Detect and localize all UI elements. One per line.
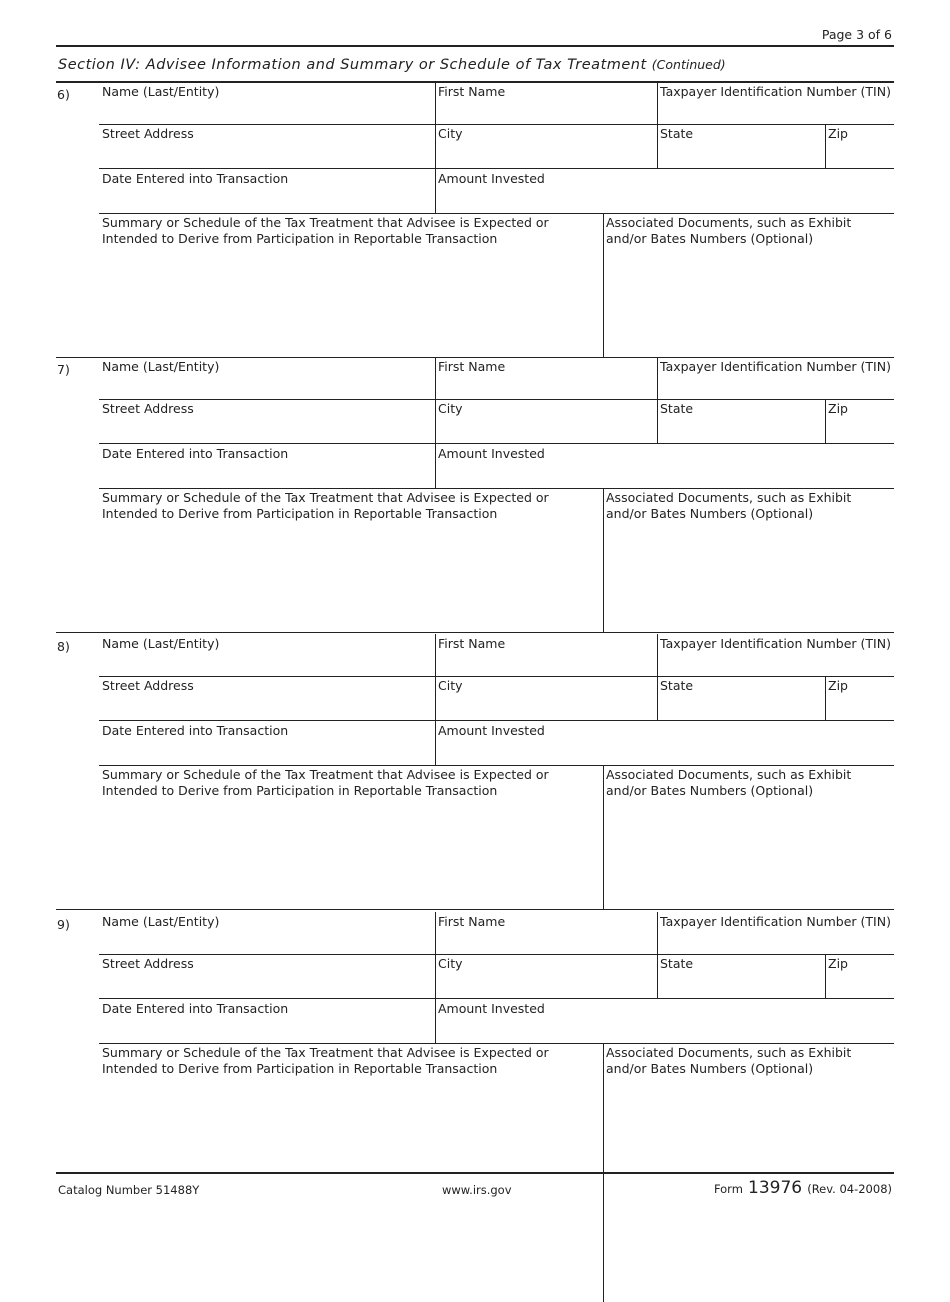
entry-number: 7) (57, 362, 70, 377)
state-field[interactable] (657, 954, 825, 998)
field-label: Amount Invested (438, 446, 545, 461)
field-label: Name (Last/Entity) (102, 636, 220, 651)
zip-field[interactable] (825, 676, 894, 720)
field-label: Zip (828, 956, 848, 971)
field-label: First Name (438, 359, 506, 374)
field-label: Name (Last/Entity) (102, 84, 220, 99)
tin-field[interactable] (657, 357, 894, 399)
tin-field[interactable] (657, 912, 894, 954)
field-label: Amount Invested (438, 723, 545, 738)
street-address-field[interactable] (99, 954, 435, 998)
field-label: Amount Invested (438, 171, 545, 186)
name-last-entity-field[interactable] (99, 357, 435, 399)
field-label: Street Address (102, 126, 194, 141)
summary-label (102, 1045, 549, 1077)
state-field[interactable] (657, 399, 825, 443)
amount-invested-field[interactable] (435, 720, 894, 765)
summary-label (102, 490, 549, 522)
name-last-entity-field[interactable] (99, 912, 435, 954)
field-label: Name (Last/Entity) (102, 914, 220, 929)
street-address-field[interactable] (99, 676, 435, 720)
associated-label-line: Associated Documents, such as Exhibit (606, 215, 852, 230)
city-field[interactable] (435, 399, 657, 443)
field-label: City (438, 126, 463, 141)
city-field[interactable] (435, 124, 657, 168)
field-label: State (660, 956, 694, 971)
entry-bottom-rule (56, 909, 894, 910)
state-field[interactable] (657, 124, 825, 168)
date-entered-field[interactable] (99, 168, 435, 213)
field-label: Street Address (102, 956, 194, 971)
section-title: Section IV: Advisee Information and Summary or Schedule of Tax Treatment (58, 57, 647, 73)
form-word: Form (713, 1182, 743, 1196)
city-field[interactable] (435, 676, 657, 720)
summary-label-line: Intended to Derive from Participation in Reportable Transaction (102, 231, 498, 246)
state-field[interactable] (657, 676, 825, 720)
summary-label (102, 215, 549, 247)
zip-field[interactable] (825, 954, 894, 998)
amount-invested-field[interactable] (435, 168, 894, 213)
associated-label (606, 767, 851, 799)
associated-label (606, 215, 851, 247)
summary-label-line: Intended to Derive from Participation in Reportable Transaction (102, 783, 498, 798)
first-name-field[interactable] (435, 912, 657, 954)
section-heading (58, 54, 726, 73)
summary-label-line: Summary or Schedule of the Tax Treatment that Advisee is Expected or (102, 767, 549, 782)
field-label: City (438, 678, 463, 693)
associated-documents-field[interactable] (603, 765, 894, 909)
field-label: First Name (438, 914, 506, 929)
field-label: Date Entered into Transaction (102, 171, 289, 186)
tax-treatment-summary-field[interactable] (99, 1043, 603, 1187)
field-label: Date Entered into Transaction (102, 1001, 289, 1016)
amount-invested-field[interactable] (435, 998, 894, 1043)
associated-label (606, 1045, 851, 1077)
entry-number: 9) (57, 917, 70, 932)
field-label: Taxpayer Identification Number (TIN) (660, 359, 891, 374)
field-label: Date Entered into Transaction (102, 446, 289, 461)
field-label: Name (Last/Entity) (102, 359, 220, 374)
field-label: Zip (828, 126, 848, 141)
associated-label-line: Associated Documents, such as Exhibit (606, 767, 852, 782)
field-label: City (438, 401, 463, 416)
form-number: 13976 (748, 1178, 803, 1198)
catalog-number: Catalog Number 51488Y (58, 1183, 200, 1197)
tax-treatment-summary-field[interactable] (99, 765, 603, 909)
associated-label-line: Associated Documents, such as Exhibit (606, 490, 852, 505)
field-label: Street Address (102, 678, 194, 693)
field-label: Street Address (102, 401, 194, 416)
field-label: Taxpayer Identification Number (TIN) (660, 636, 891, 651)
field-label: First Name (438, 636, 506, 651)
field-label: Date Entered into Transaction (102, 723, 289, 738)
field-label: State (660, 401, 694, 416)
summary-label-line: Summary or Schedule of the Tax Treatment that Advisee is Expected or (102, 490, 549, 505)
first-name-field[interactable] (435, 82, 657, 124)
amount-invested-field[interactable] (435, 443, 894, 488)
zip-field[interactable] (825, 124, 894, 168)
summary-label (102, 767, 549, 799)
name-last-entity-field[interactable] (99, 634, 435, 676)
entry-number: 8) (57, 639, 70, 654)
section-continued: (Continued) (651, 57, 726, 72)
field-label: Zip (828, 401, 848, 416)
field-label: Taxpayer Identification Number (TIN) (660, 84, 891, 99)
field-label: Amount Invested (438, 1001, 545, 1016)
associated-label-line: and/or Bates Numbers (Optional) (606, 783, 814, 798)
entry-number: 6) (57, 87, 70, 102)
associated-documents-field[interactable] (603, 488, 894, 632)
street-address-field[interactable] (99, 399, 435, 443)
summary-label-line: Intended to Derive from Participation in Reportable Transaction (102, 506, 498, 521)
summary-label-line: Summary or Schedule of the Tax Treatment that Advisee is Expected or (102, 1045, 549, 1060)
associated-documents-field[interactable] (603, 213, 894, 357)
date-entered-field[interactable] (99, 443, 435, 488)
zip-field[interactable] (825, 399, 894, 443)
summary-label-line: Intended to Derive from Participation in Reportable Transaction (102, 1061, 498, 1076)
field-label: City (438, 956, 463, 971)
summary-label-line: Summary or Schedule of the Tax Treatment that Advisee is Expected or (102, 215, 549, 230)
first-name-field[interactable] (435, 634, 657, 676)
first-name-field[interactable] (435, 357, 657, 399)
field-label: State (660, 678, 694, 693)
footer-rule (56, 1172, 894, 1174)
name-last-entity-field[interactable] (99, 82, 435, 124)
field-label: Taxpayer Identification Number (TIN) (660, 914, 891, 929)
field-label: State (660, 126, 694, 141)
tin-field[interactable] (657, 82, 894, 124)
street-address-field[interactable] (99, 124, 435, 168)
tin-field[interactable] (657, 634, 894, 676)
date-entered-field[interactable] (99, 720, 435, 765)
associated-label-line: Associated Documents, such as Exhibit (606, 1045, 852, 1060)
associated-label (606, 490, 851, 522)
form-identifier (714, 1178, 892, 1198)
entry-bottom-rule (56, 632, 894, 633)
field-label: First Name (438, 84, 506, 99)
associated-label-line: and/or Bates Numbers (Optional) (606, 1061, 814, 1076)
form-revision: (Rev. 04-2008) (807, 1182, 892, 1196)
associated-documents-field[interactable] (603, 1043, 894, 1187)
page-number: Page 3 of 6 (821, 27, 892, 42)
tax-treatment-summary-field[interactable] (99, 488, 603, 632)
date-entered-field[interactable] (99, 998, 435, 1043)
field-label: Zip (828, 678, 848, 693)
city-field[interactable] (435, 954, 657, 998)
website-link[interactable]: www.irs.gov (442, 1183, 512, 1197)
associated-label-line: and/or Bates Numbers (Optional) (606, 231, 814, 246)
associated-label-line: and/or Bates Numbers (Optional) (606, 506, 814, 521)
tax-treatment-summary-field[interactable] (99, 213, 603, 357)
header-top-rule (56, 45, 894, 47)
